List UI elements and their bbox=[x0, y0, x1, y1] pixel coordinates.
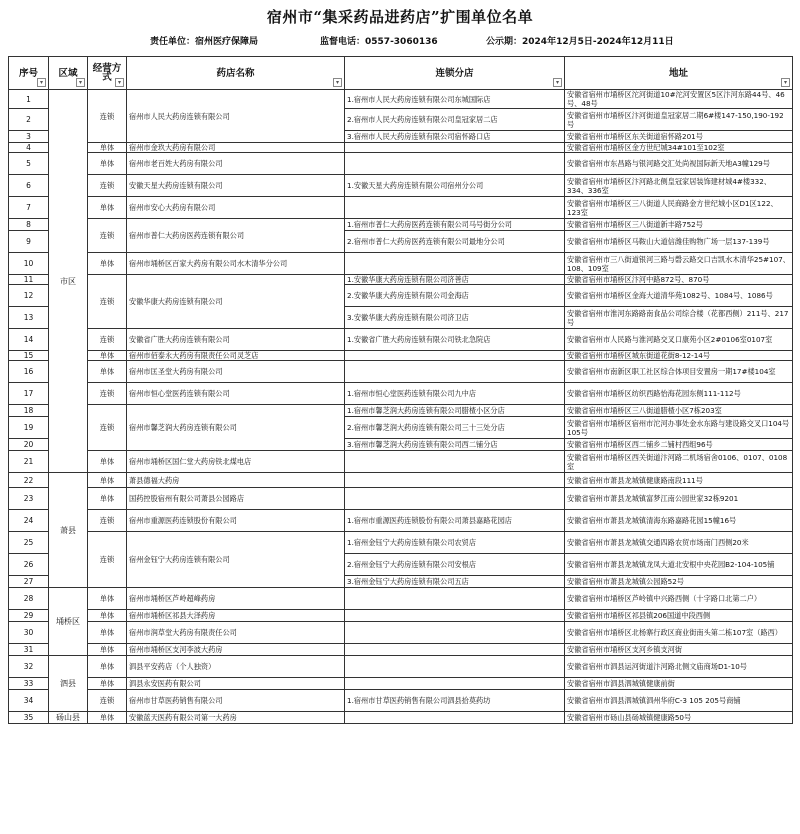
address-cell: 安徽省宿州市埇桥区汴河中路872号、870号 bbox=[565, 275, 793, 285]
business-type-cell: 单体 bbox=[88, 712, 127, 724]
address-cell: 安徽省宿州市埇桥区西二铺乡二铺村西组96号 bbox=[565, 439, 793, 451]
store-list-table bbox=[8, 56, 793, 724]
branch-cell bbox=[345, 351, 565, 361]
table-row bbox=[9, 510, 793, 532]
branch-cell bbox=[345, 451, 565, 473]
table-row bbox=[9, 644, 793, 656]
seq-cell: 18 bbox=[9, 405, 49, 417]
branch-cell: 1.宿州市甘草医药销售有限公司泗县拾莫药坊 bbox=[345, 690, 565, 712]
branch-cell bbox=[345, 610, 565, 622]
pharmacy-name-cell: 宿州市润草堂大药房有限责任公司 bbox=[127, 622, 345, 644]
address-cell: 安徽省宿州市泗县泗城镇健康前街 bbox=[565, 678, 793, 690]
business-type-cell: 单体 bbox=[88, 473, 127, 488]
business-type-cell: 单体 bbox=[88, 588, 127, 610]
branch-cell bbox=[345, 143, 565, 153]
table-row bbox=[9, 656, 793, 678]
pharmacy-name-cell: 宿州市埇桥区祁县大泽药房 bbox=[127, 610, 345, 622]
branch-cell: 1.宿州市普仁大药房医药连锁有限公司马号街分公司 bbox=[345, 219, 565, 231]
seq-cell: 4 bbox=[9, 143, 49, 153]
filter-dropdown-icon[interactable]: ▾ bbox=[115, 78, 124, 87]
table-row bbox=[9, 253, 793, 275]
business-type-cell: 单体 bbox=[88, 143, 127, 153]
seq-cell: 3 bbox=[9, 131, 49, 143]
business-type-cell: 单体 bbox=[88, 351, 127, 361]
branch-cell: 3.宿州市馨芝润大药房连锁有限公司西二铺分店 bbox=[345, 439, 565, 451]
seq-cell: 25 bbox=[9, 532, 49, 554]
branch-cell: 1.安徽华康大药房连锁有限公司济善店 bbox=[345, 275, 565, 285]
pharmacy-name-cell: 宿州市恒心堂医药连锁有限公司 bbox=[127, 383, 345, 405]
pharmacy-name-cell: 安徽省广胜大药房连锁有限公司 bbox=[127, 329, 345, 351]
region-cell: 泗县 bbox=[49, 656, 88, 712]
business-type-cell: 连锁 bbox=[88, 329, 127, 351]
table-row bbox=[9, 712, 793, 724]
header-type[interactable]: 经营方式 ▾ bbox=[88, 57, 127, 90]
address-cell: 安徽省宿州市泗县泗城镇泗州华府C-3 105 205号商铺 bbox=[565, 690, 793, 712]
address-cell: 安徽省宿州市萧县龙城镇富梦江南公园世家32栋9201 bbox=[565, 488, 793, 510]
branch-cell: 1.宿州市馨芝润大药房连锁有限公司腊楂小区分店 bbox=[345, 405, 565, 417]
seq-cell: 27 bbox=[9, 576, 49, 588]
address-cell: 安徽省宿州市泗县运河街道汴河路北侧文庙商场D1-10号 bbox=[565, 656, 793, 678]
business-type-cell: 单体 bbox=[88, 610, 127, 622]
pharmacy-name-cell: 宿州市埇桥区支河李波大药房 bbox=[127, 644, 345, 656]
seq-cell: 19 bbox=[9, 417, 49, 439]
header-seq[interactable]: 序号 ▾ bbox=[9, 57, 49, 90]
address-cell: 安徽省宿州市埇桥区三八街道腊楂小区7栋203室 bbox=[565, 405, 793, 417]
address-cell: 安徽省宿州市萧县龙城镇清海东路嘉路花园15幢16号 bbox=[565, 510, 793, 532]
pharmacy-name-cell: 宿州市人民大药房连锁有限公司 bbox=[127, 90, 345, 143]
address-cell: 安徽省宿州市埇桥区芦岭镇中兴路西侧（十字路口北第二户） bbox=[565, 588, 793, 610]
pharmacy-name-cell: 泗县平安药店（个人独资） bbox=[127, 656, 345, 678]
seq-cell: 32 bbox=[9, 656, 49, 678]
address-cell: 安徽省宿州市埇桥区三八街道人民商路金方世纪城小区D1区122、123室 bbox=[565, 197, 793, 219]
table-row bbox=[9, 275, 793, 285]
table-row bbox=[9, 351, 793, 361]
seq-cell: 17 bbox=[9, 383, 49, 405]
publicity-period: 公示期：2024年12月5日-2024年12月11日 bbox=[486, 37, 674, 47]
address-cell: 安徽省宿州市埇桥区支河乡镇支河街 bbox=[565, 644, 793, 656]
header-address[interactable]: 地址 ▾ bbox=[565, 57, 793, 90]
address-cell: 安徽省宿州市埇桥区沱河街道10#沱河安置区5区汴河东路44号、46号、48号 bbox=[565, 90, 793, 109]
responsible-unit: 责任单位：宿州医疗保障局 bbox=[150, 37, 259, 47]
supervision-phone: 监督电话：0557-3060136 bbox=[320, 37, 438, 47]
pharmacy-name-cell: 安徽华康大药房连锁有限公司 bbox=[127, 275, 345, 329]
business-type-cell: 连锁 bbox=[88, 175, 127, 197]
address-cell: 安徽省宿州市埇桥区西关街道汴河路二机场宿舍0106、0107、0108室 bbox=[565, 451, 793, 473]
pharmacy-name-cell: 宿州市埇桥区芦岭超峰药房 bbox=[127, 588, 345, 610]
address-cell: 安徽省宿州市三八街道银河三路与磬云路交口吉凯水木清华25#107、108、109室 bbox=[565, 253, 793, 275]
table-row bbox=[9, 361, 793, 383]
pharmacy-name-cell: 宿州市埇桥区国仁堂大药房铁北煤电店 bbox=[127, 451, 345, 473]
branch-cell: 1.安徽省广胜大药房连锁有限公司铁北急院店 bbox=[345, 329, 565, 351]
pharmacy-name-cell: 宿州市重源医药连锁股份有限公司 bbox=[127, 510, 345, 532]
seq-cell: 11 bbox=[9, 275, 49, 285]
seq-cell: 9 bbox=[9, 231, 49, 253]
address-cell: 安徽省宿州市埇桥区汴河路北侧皇冠家居装饰建材城4#楼332、334、336室 bbox=[565, 175, 793, 197]
branch-cell: 2.宿州金钰宁大药房连锁有限公司安根店 bbox=[345, 554, 565, 576]
seq-cell: 2 bbox=[9, 109, 49, 131]
seq-cell: 6 bbox=[9, 175, 49, 197]
seq-cell: 30 bbox=[9, 622, 49, 644]
branch-cell: 2.宿州市普仁大药房医药连锁有限公司最地分公司 bbox=[345, 231, 565, 253]
branch-cell bbox=[345, 253, 565, 275]
seq-cell: 13 bbox=[9, 307, 49, 329]
header-branch[interactable]: 连锁分店 ▾ bbox=[345, 57, 565, 90]
seq-cell: 20 bbox=[9, 439, 49, 451]
table-row bbox=[9, 488, 793, 510]
table-row bbox=[9, 143, 793, 153]
branch-cell: 1.宿州市人民大药房连锁有限公司东城国际店 bbox=[345, 90, 565, 109]
pharmacy-name-cell: 宿州市佰泰永大药房有限责任公司灵芝店 bbox=[127, 351, 345, 361]
address-cell: 安徽省宿州市东昌路与银河路交汇处尚视国际新天地A3幢129号 bbox=[565, 153, 793, 175]
business-type-cell: 连锁 bbox=[88, 532, 127, 588]
pharmacy-name-cell: 宿州市安心大药房有限公司 bbox=[127, 197, 345, 219]
branch-cell bbox=[345, 644, 565, 656]
business-type-cell: 连锁 bbox=[88, 219, 127, 253]
address-cell: 安徽省宿州市埇桥区纺织西路怡海花园东侧111-112号 bbox=[565, 383, 793, 405]
branch-cell bbox=[345, 473, 565, 488]
table-row bbox=[9, 153, 793, 175]
address-cell: 安徽省宿州市萧县龙城镇龙凤大道北安根中央花园B2-104-105铺 bbox=[565, 554, 793, 576]
region-cell: 萧县 bbox=[49, 473, 88, 588]
pharmacy-name-cell: 宿州市匡圣堂大药房有限公司 bbox=[127, 361, 345, 383]
page-title: 宿州市“集采药品进药店”扩围单位名单 bbox=[266, 8, 534, 26]
business-type-cell: 单体 bbox=[88, 644, 127, 656]
table-row bbox=[9, 175, 793, 197]
business-type-cell: 连锁 bbox=[88, 510, 127, 532]
seq-cell: 34 bbox=[9, 690, 49, 712]
branch-cell bbox=[345, 488, 565, 510]
table-row bbox=[9, 678, 793, 690]
branch-cell bbox=[345, 588, 565, 610]
branch-cell bbox=[345, 197, 565, 219]
pharmacy-name-cell: 宿州市老百姓大药房有限公司 bbox=[127, 153, 345, 175]
branch-cell: 2.宿州市馨芝润大药房连锁有限公司三十三处分店 bbox=[345, 417, 565, 439]
business-type-cell: 连锁 bbox=[88, 275, 127, 329]
table-row bbox=[9, 383, 793, 405]
table-row bbox=[9, 473, 793, 488]
table-row bbox=[9, 329, 793, 351]
business-type-cell: 连锁 bbox=[88, 90, 127, 143]
business-type-cell: 单体 bbox=[88, 488, 127, 510]
address-cell: 安徽省宿州市埇桥区东关街道宿怀路201号 bbox=[565, 131, 793, 143]
business-type-cell: 单体 bbox=[88, 678, 127, 690]
pharmacy-name-cell: 萧县德福大药房 bbox=[127, 473, 345, 488]
table-row bbox=[9, 197, 793, 219]
branch-cell bbox=[345, 678, 565, 690]
header-name[interactable]: 药店名称 ▾ bbox=[127, 57, 345, 90]
business-type-cell: 单体 bbox=[88, 253, 127, 275]
pharmacy-name-cell: 宿州市埇桥区百家大药房有限公司水木清华分公司 bbox=[127, 253, 345, 275]
seq-cell: 29 bbox=[9, 610, 49, 622]
seq-cell: 5 bbox=[9, 153, 49, 175]
filter-dropdown-icon[interactable]: ▾ bbox=[37, 78, 46, 87]
seq-cell: 23 bbox=[9, 488, 49, 510]
business-type-cell: 单体 bbox=[88, 197, 127, 219]
pharmacy-name-cell: 宿州市普仁大药房医药连锁有限公司 bbox=[127, 219, 345, 253]
address-cell: 安徽省宿州市萧县龙城镇公园路52号 bbox=[565, 576, 793, 588]
branch-cell: 1.宿州市恒心堂医药连锁有限公司九中店 bbox=[345, 383, 565, 405]
branch-cell bbox=[345, 361, 565, 383]
seq-cell: 12 bbox=[9, 285, 49, 307]
seq-cell: 7 bbox=[9, 197, 49, 219]
table-row bbox=[9, 588, 793, 610]
filter-dropdown-icon[interactable]: ▾ bbox=[781, 78, 790, 87]
seq-cell: 8 bbox=[9, 219, 49, 231]
address-cell: 安徽省宿州市埇桥区北杨寨行政区商业街南头第二栋107室（路西） bbox=[565, 622, 793, 644]
region-cell: 砀山县 bbox=[49, 712, 88, 724]
region-cell: 市区 bbox=[49, 90, 88, 473]
header-region[interactable]: 区域 ▾ bbox=[49, 57, 88, 90]
branch-cell: 1.宿州市重源医药连锁股份有限公司萧县嘉路花园店 bbox=[345, 510, 565, 532]
table-row bbox=[9, 451, 793, 473]
address-cell: 安徽省宿州市埇桥区马鞍山大道信潍佳购物广场一层137-139号 bbox=[565, 231, 793, 253]
table-row bbox=[9, 90, 793, 109]
filter-dropdown-icon[interactable]: ▾ bbox=[553, 78, 562, 87]
region-cell: 埇桥区 bbox=[49, 588, 88, 656]
address-cell: 安徽省宿州市淮河东路路南食品公司综合楼（花都西侧）211号、217号 bbox=[565, 307, 793, 329]
branch-cell: 2.安徽华康大药房连锁有限公司金海店 bbox=[345, 285, 565, 307]
seq-cell: 28 bbox=[9, 588, 49, 610]
business-type-cell: 单体 bbox=[88, 656, 127, 678]
table-row bbox=[9, 690, 793, 712]
branch-cell: 3.安徽华康大药房连锁有限公司济卫店 bbox=[345, 307, 565, 329]
seq-cell: 14 bbox=[9, 329, 49, 351]
pharmacy-name-cell: 安徽蓝天医药有限公司第一大药房 bbox=[127, 712, 345, 724]
address-cell: 安徽省宿州市砀山县砀城镇健康路50号 bbox=[565, 712, 793, 724]
address-cell: 安徽省宿州市埇桥区金海大道清华苑1082号、1084号、1086号 bbox=[565, 285, 793, 307]
branch-cell bbox=[345, 622, 565, 644]
filter-dropdown-icon[interactable]: ▾ bbox=[76, 78, 85, 87]
branch-cell: 1.宿州金钰宁大药房连锁有限公司农贸店 bbox=[345, 532, 565, 554]
seq-cell: 26 bbox=[9, 554, 49, 576]
seq-cell: 10 bbox=[9, 253, 49, 275]
seq-cell: 33 bbox=[9, 678, 49, 690]
pharmacy-name-cell: 宿州市甘草医药销售有限公司 bbox=[127, 690, 345, 712]
business-type-cell: 连锁 bbox=[88, 383, 127, 405]
seq-cell: 1 bbox=[9, 90, 49, 109]
business-type-cell: 单体 bbox=[88, 622, 127, 644]
pharmacy-name-cell: 国药控股宿州有限公司萧县公园路店 bbox=[127, 488, 345, 510]
address-cell: 安徽省宿州市南新区职工社区综合体项目安置房一期17#楼104室 bbox=[565, 361, 793, 383]
filter-dropdown-icon[interactable]: ▾ bbox=[333, 78, 342, 87]
table-row bbox=[9, 219, 793, 231]
seq-cell: 15 bbox=[9, 351, 49, 361]
business-type-cell: 单体 bbox=[88, 153, 127, 175]
address-cell: 安徽省宿州市埇桥区三八街道新丰路752号 bbox=[565, 219, 793, 231]
seq-cell: 31 bbox=[9, 644, 49, 656]
table-row bbox=[9, 610, 793, 622]
branch-cell: 3.宿州金钰宁大药房连锁有限公司五店 bbox=[345, 576, 565, 588]
pharmacy-name-cell: 宿州金钰宁大药房连锁有限公司 bbox=[127, 532, 345, 588]
table-row bbox=[9, 405, 793, 417]
branch-cell bbox=[345, 153, 565, 175]
address-cell: 安徽省宿州市萧县龙城镇健康路南段111号 bbox=[565, 473, 793, 488]
branch-cell: 3.宿州市人民大药房连锁有限公司宿怀路口店 bbox=[345, 131, 565, 143]
table-row bbox=[9, 532, 793, 554]
seq-cell: 24 bbox=[9, 510, 49, 532]
pharmacy-name-cell: 泗县永安医药有限公司 bbox=[127, 678, 345, 690]
address-cell: 安徽省宿州市萧县龙城镇交通四路农贸市场南门西侧20米 bbox=[565, 532, 793, 554]
branch-cell bbox=[345, 656, 565, 678]
address-cell: 安徽省宿州市埇桥区祁县镇206国道中段西侧 bbox=[565, 610, 793, 622]
address-cell: 安徽省宿州市埇桥区金方世纪城34#101至102室 bbox=[565, 143, 793, 153]
branch-cell: 1.安徽天星大药房连锁有限公司宿州分公司 bbox=[345, 175, 565, 197]
address-cell: 安徽省宿州市埇桥区城东街道花街8-12-14号 bbox=[565, 351, 793, 361]
pharmacy-name-cell: 安徽天星大药房连锁有限公司 bbox=[127, 175, 345, 197]
address-cell: 安徽省宿州市埇桥区汴河街道皇冠家居二期6#楼147-150,190-192号 bbox=[565, 109, 793, 131]
business-type-cell: 连锁 bbox=[88, 690, 127, 712]
address-cell: 安徽省宿州市人民路与淮河路交叉口康苑小区2#0106室0107室 bbox=[565, 329, 793, 351]
business-type-cell: 连锁 bbox=[88, 405, 127, 451]
branch-cell: 2.宿州市人民大药房连锁有限公司皇冠家居二店 bbox=[345, 109, 565, 131]
seq-cell: 35 bbox=[9, 712, 49, 724]
business-type-cell: 单体 bbox=[88, 451, 127, 473]
branch-cell bbox=[345, 712, 565, 724]
pharmacy-name-cell: 宿州市金玖大药房有限公司 bbox=[127, 143, 345, 153]
seq-cell: 21 bbox=[9, 451, 49, 473]
business-type-cell: 单体 bbox=[88, 361, 127, 383]
seq-cell: 16 bbox=[9, 361, 49, 383]
table-row bbox=[9, 622, 793, 644]
pharmacy-name-cell: 宿州市馨芝润大药房连锁有限公司 bbox=[127, 405, 345, 451]
seq-cell: 22 bbox=[9, 473, 49, 488]
address-cell: 安徽省宿州市埇桥区宿州市沱河办事处金水东路与建设路交叉口104号105号 bbox=[565, 417, 793, 439]
